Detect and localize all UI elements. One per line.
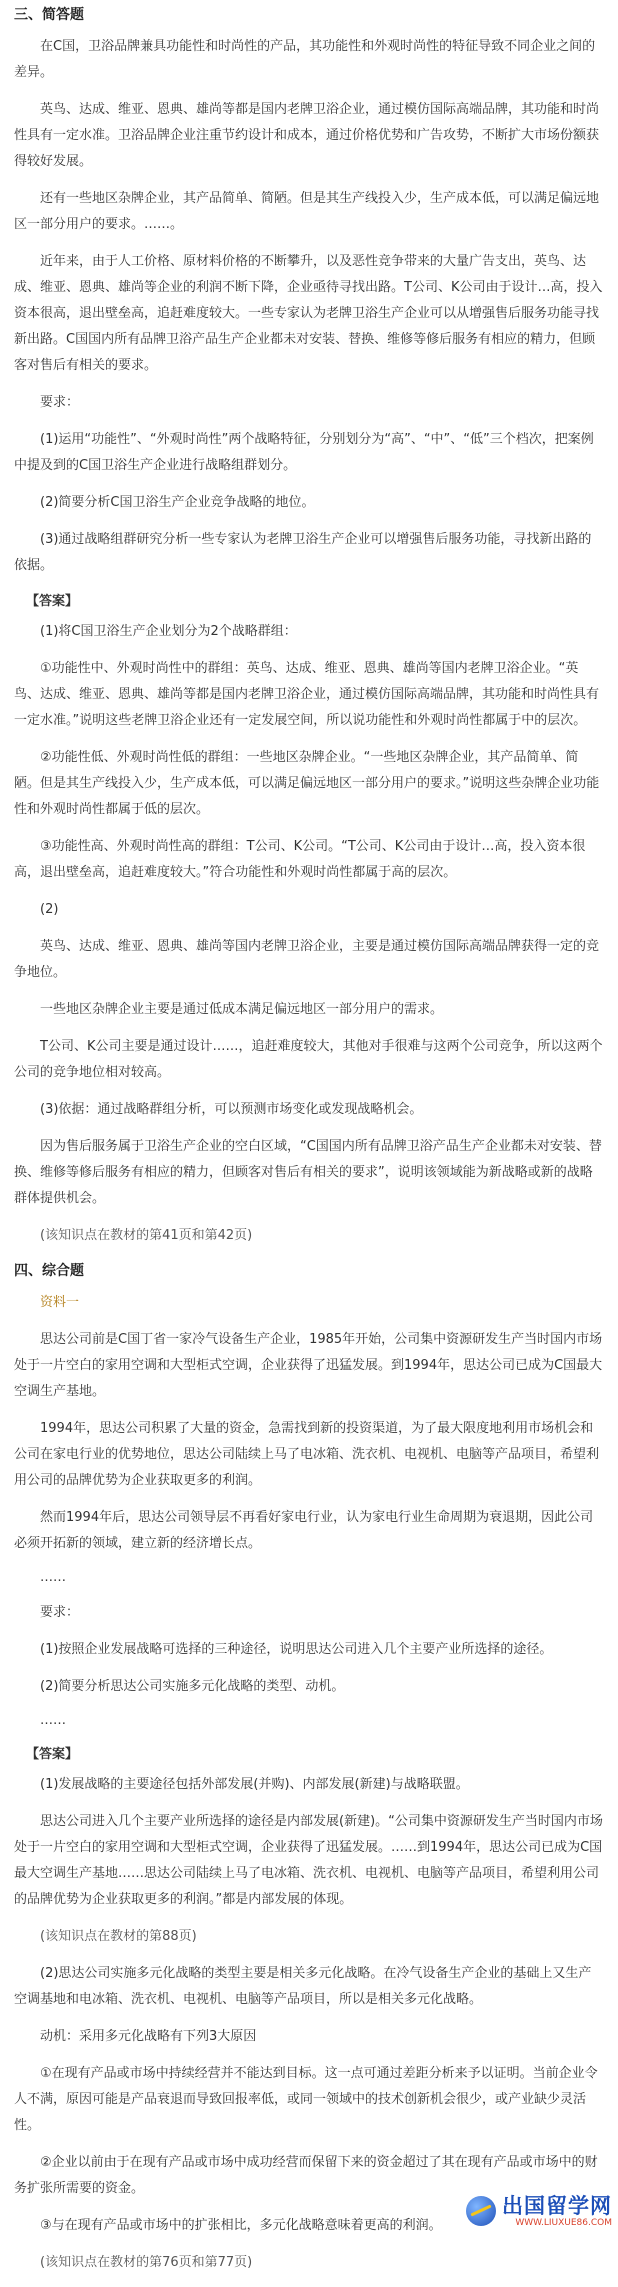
answer-paragraph: ②功能性低、外观时尚性低的群组：一些地区杂牌企业。“一些地区杂牌企业，其产品简单、简陋。但是其生产线投入少，生产成本低，可以满足偏远地区一部分用户的要求。”说明这些杂牌企业功能性和外观时尚性都属于低的层次。 bbox=[14, 750, 600, 817]
requirements-label: 要求： bbox=[40, 395, 80, 410]
answer-paragraph: ③功能性高、外观时尚性高的群组：T公司、K公司。“T公司、K公司由于设计…高，投入资本很高，退出壁垒高，追赶难度较大。”符合功能性和外观时尚性都属于高的层次。 bbox=[14, 839, 586, 880]
textbook-note: (该知识点在教材的第88页) bbox=[40, 1929, 197, 1944]
document-body bbox=[14, 4, 604, 2287]
ellipsis: …… bbox=[40, 1713, 66, 1728]
answer-paragraph: (1)发展战略的主要途径包括外部发展(并购)、内部发展(新建)与战略联盟。 bbox=[40, 1777, 469, 1792]
answer-label: 【答案】 bbox=[26, 594, 79, 609]
answer-paragraph: 一些地区杂牌企业主要是通过低成本满足偏远地区一部分用户的需求。 bbox=[40, 1002, 444, 1017]
case-paragraph: 在C国，卫浴品牌兼具功能性和时尚性的产品，其功能性和外观时尚性的特征导致不同企业之间的差异。 bbox=[14, 39, 596, 80]
requirement-item: (2)简要分析思达公司实施多元化战略的类型、动机。 bbox=[40, 1679, 345, 1694]
answer-paragraph: T公司、K公司主要是通过设计……，追赶难度较大，其他对手很难与这两个公司竞争，所以这两个公司的竞争地位相对较高。 bbox=[14, 1039, 603, 1080]
section-heading-comprehensive: 四、综合题 bbox=[14, 1263, 84, 1279]
case-paragraph: 英鸟、达成、维亚、恩典、雄尚等都是国内老牌卫浴企业，通过模仿国际高端品牌，其功能和时尚性具有一定水准。卫浴品牌企业注重节约设计和成本，通过价格优势和广告攻势，不断扩大市场份额获得较好发展。 bbox=[14, 102, 600, 169]
logo-text bbox=[502, 2194, 612, 2229]
answer-label: 【答案】 bbox=[26, 1747, 79, 1762]
case-paragraph: 还有一些地区杂牌企业，其产品简单、简陋。但是其生产线投入少，生产成本低，可以满足偏远地区一部分用户的要求。……。 bbox=[14, 191, 600, 232]
answer-paragraph: 动机：采用多元化战略有下列3大原因 bbox=[40, 2029, 257, 2044]
case-paragraph: 思达公司前是C国丁省一家冷气设备生产企业，1985年开始，公司集中资源研发生产当时国内市场处于一片空白的家用空调和大型柜式空调，企业获得了迅猛发展。到1994年，思达公司已成为C国最大空调生产基地。 bbox=[14, 1332, 603, 1399]
site-logo[interactable] bbox=[462, 2189, 618, 2233]
answer-paragraph: ①功能性中、外观时尚性中的群组：英鸟、达成、维亚、恩典、雄尚等国内老牌卫浴企业。“英鸟、达成、维亚、恩典、雄尚等都是国内老牌卫浴企业，通过模仿国际高端品牌，其功能和时尚性具有一定水准。”说明这些老牌卫浴企业还有一定发展空间，所以说功能性和外观时尚性都属于中的层次。 bbox=[14, 661, 600, 728]
case-paragraph: 然而1994年后，思达公司领导层不再看好家电行业，认为家电行业生命周期为衰退期，因此公司必须开拓新的领域，建立新的经济增长点。 bbox=[14, 1510, 594, 1551]
answer-paragraph: (2)思达公司实施多元化战略的类型主要是相关多元化战略。在冷气设备生产企业的基础上又生产空调基地和电冰箱、洗衣机、电视机、电脑等产品项目，所以是相关多元化战略。 bbox=[14, 1966, 592, 2007]
requirement-item: (1)按照企业发展战略可选择的三种途径，说明思达公司进入几个主要产业所选择的途径。 bbox=[40, 1642, 553, 1657]
logo-name: 出国留学网 bbox=[502, 2193, 612, 2218]
globe-icon bbox=[466, 2196, 496, 2226]
answer-paragraph: 因为售后服务属于卫浴生产企业的空白区域，“C国国内所有品牌卫浴产品生产企业都未对安装、替换、维修等修后服务有相应的精力，但顾客对售后有相关的要求”，说明该领域能为新战略或新的战略群体提供机会。 bbox=[14, 1139, 602, 1206]
ellipsis: …… bbox=[40, 1570, 66, 1585]
requirement-item: (2)简要分析C国卫浴生产企业竞争战略的地位。 bbox=[40, 495, 315, 510]
answer-paragraph: ①在现有产品或市场中持续经营并不能达到目标。这一点可通过差距分析来予以证明。当前企业令人不满，原因可能是产品衰退而导致回报率低，或同一领域中的技术创新机会很少，或产业缺少灵活性。 bbox=[14, 2066, 598, 2133]
answer-paragraph: (2) bbox=[40, 902, 59, 917]
answer-paragraph: 思达公司进入几个主要产业所选择的途径是内部发展(新建)。“公司集中资源研发生产当时国内市场处于一片空白的家用空调和大型柜式空调，企业获得了迅猛发展。……到1994年，思达公司已成为C国最大空调生产基地……思达公司陆续上马了电冰箱、洗衣机、电视机、电脑等产品项目，希望利用公司的品牌优势为企业获取更多的利润。”都是内部发展的体现。 bbox=[14, 1814, 603, 1907]
answer-paragraph: ③与在现有产品或市场中的扩张相比，多元化战略意味着更高的利润。 bbox=[40, 2218, 442, 2233]
textbook-note: (该知识点在教材的第41页和第42页) bbox=[40, 1228, 253, 1243]
answer-paragraph: ②企业以前由于在现有产品或市场中成功经营而保留下来的资金超过了其在现有产品或市场中的财务扩张所需要的资金。 bbox=[14, 2155, 598, 2196]
requirement-item: (3)通过战略组群研究分析一些专家认为老牌卫浴生产企业可以增强售后服务功能，寻找新出路的依据。 bbox=[14, 532, 592, 573]
requirements-label: 要求： bbox=[40, 1605, 80, 1620]
case-paragraph: 近年来，由于人工价格、原材料价格的不断攀升，以及恶性竞争带来的大量广告支出，英鸟、达成、维亚、恩典、雄尚等企业的利润不断下降，企业亟待寻找出路。T公司、K公司由于设计…高，投入资本很高，退出壁垒高，追赶难度较大。一些专家认为老牌卫浴生产企业可以从增强售后服务功能寻找新出路。C国国内所有品牌卫浴产品生产企业都未对安装、替换、维修等修后服务有相应的精力，但顾客对售后有相关的要求。 bbox=[14, 254, 603, 373]
section-heading-short-answer: 三、简答题 bbox=[14, 7, 84, 23]
textbook-note: (该知识点在教材的第76页和第77页) bbox=[40, 2255, 253, 2270]
material-label: 资料一 bbox=[40, 1295, 80, 1310]
answer-paragraph: 英鸟、达成、维亚、恩典、雄尚等国内老牌卫浴企业，主要是通过模仿国际高端品牌获得一定的竞争地位。 bbox=[14, 939, 600, 980]
case-paragraph: 1994年，思达公司积累了大量的资金，急需找到新的投资渠道，为了最大限度地利用市场机会和公司在家电行业的优势地位，思达公司陆续上马了电冰箱、洗衣机、电视机、电脑等产品项目，希望利用公司的品牌优势为企业获取更多的利润。 bbox=[14, 1421, 600, 1488]
answer-paragraph: (1)将C国卫浴生产企业划分为2个战略群组： bbox=[40, 624, 297, 639]
logo-url: WWW.LIUXUE86.COM bbox=[515, 2217, 612, 2228]
answer-paragraph: (3)依据：通过战略群组分析，可以预测市场变化或发现战略机会。 bbox=[40, 1102, 423, 1117]
requirement-item: (1)运用“功能性”、“外观时尚性”两个战略特征，分别划分为“高”、“中”、“低”三个档次，把案例中提及到的C国卫浴生产企业进行战略组群划分。 bbox=[14, 432, 594, 473]
